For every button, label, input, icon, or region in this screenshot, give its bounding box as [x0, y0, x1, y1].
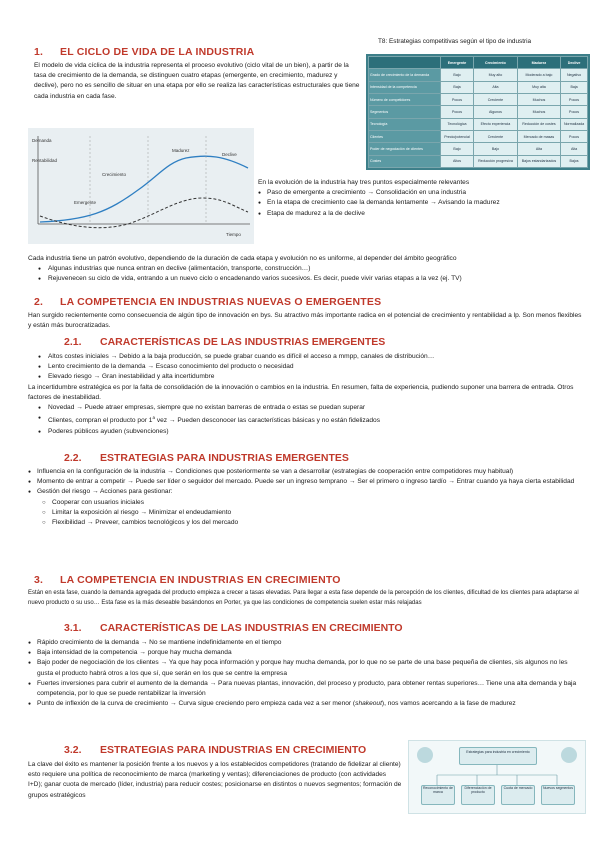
table-cell: Reducción de costes [517, 118, 560, 130]
table-cell: Intensidad de la competencia [369, 81, 441, 93]
s21-bullet-2: ● Lento crecimiento de la demanda → Escaso conocimiento del producto o necesidad [28, 362, 584, 372]
cycle-pattern [28, 254, 584, 285]
table-cell: Alta [474, 81, 518, 93]
section-3-1-heading: 3.1. CARACTERÍSTICAS DE LAS INDUSTRIAS EN CRECIMIENTO [64, 622, 403, 634]
table-caption: T8: Estrategias competitivas según el tipo de industria [378, 38, 532, 45]
table-row [369, 155, 588, 167]
table-cell: Efecto experiencia [474, 118, 518, 130]
table-cell: Muy alta [517, 81, 560, 93]
table-cell: Declive [561, 57, 588, 69]
strategy-table [366, 54, 590, 170]
table-cell [369, 57, 441, 69]
diagram-box-root: Estrategias para industria en crecimiento [459, 747, 537, 765]
table-row [369, 106, 588, 118]
table-row [369, 118, 588, 130]
evolution-bullet-1: ● Paso de emergente a crecimiento → Consolidación en una industria [258, 188, 583, 198]
demand-curve [40, 156, 248, 222]
cycle-bullet-2: ● Rejuvenecen su ciclo de vida, entrando a un nuevo ciclo o encadenando varios sucesivos. Es decir, puede vivir varias etapas a la vez (ej. TV) [28, 274, 584, 284]
section-1-heading: 1. EL CICLO DE VIDA DE LA INDUSTRIA [34, 46, 255, 58]
table-cell: Tecnología [369, 118, 441, 130]
table-cell: Reducción progresiva [474, 155, 518, 167]
table-cell: Creciente [474, 93, 518, 105]
section-3-2-paragraph: La clave del éxito es mantener la posición frente a los nuevos y a los establecidos competidores (tratando de fidelizar al cliente) esto requiere una política de reconocimiento de marca (marketing y ventas); diferenciaciones de producto (con actividades I+D); ganar cuota de mercado (líder, industria) para reducir costes; posicionarse en distintos o nuevos segmentos; formación de grupos estratégicos [28, 761, 402, 799]
diagram-right-icon [561, 747, 577, 763]
evolution-lead: En la evolución de la industria hay tres puntos especialmente relevantes [258, 179, 470, 186]
strategy-table-grid [368, 56, 588, 168]
cycle-text: Cada industria tiene un patrón evolutivo, dependiendo de la duración de cada etapa y evolución no es uniforme, al depender del ámbito geográfico [28, 255, 457, 262]
table-cell: Bajo [474, 143, 518, 155]
table-cell: Pocos [440, 106, 473, 118]
s21-bullet-5: ● Clientes, compran el producto por 1$^a$ vez → Pueden desconocer las características básicas y no están fidelizados [28, 413, 584, 426]
section-3-2-heading: 3.2. ESTRATEGIAS PARA INDUSTRIAS EN CRECIMIENTO [64, 744, 367, 756]
section-2-intro: Han surgido recientemente como consecuencia de algún tipo de innovación en bys. Su atractivo más importante radica en el potencial de crecimiento y rentabilidad a lp. Son menos flexibles y están más burocratizadas. [28, 312, 582, 330]
chart-label-time: Tiempo [226, 232, 241, 237]
table-cell: Pocos [440, 93, 473, 105]
chart-label-maturity: Madurez [172, 148, 190, 153]
s21-bullet-6: ● Poderes públicos ayuden (subvenciones) [28, 427, 584, 437]
table-cell: Costes [369, 155, 441, 167]
table-cell: Bajo [440, 69, 473, 81]
table-cell: Madurez [517, 57, 560, 69]
table-cell: Baja [440, 81, 473, 93]
chart-label-demand: Demanda [32, 138, 52, 143]
section-2-heading: 2. LA COMPETENCIA EN INDUSTRIAS NUEVAS O EMERGENTES [34, 296, 382, 308]
table-cell: Altos [440, 155, 473, 167]
table-row [369, 130, 588, 142]
table-cell: Bajos estandarizados [517, 155, 560, 167]
s21-bullet-3: ● Elevado riesgo → Gran inestabilidad y alta incertidumbre [28, 372, 584, 382]
chart-label-emergent: Emergente [74, 200, 97, 205]
chart-label-decline: Declive [222, 152, 237, 157]
table-cell: Bajos [561, 155, 588, 167]
table-cell: Tecnológica [440, 118, 473, 130]
table-cell: Muy alto [474, 69, 518, 81]
cycle-bullet-1: ● Algunas industrias que nunca entran en declive (alimentación, transporte, construcción…) [28, 264, 584, 274]
section-2-1-body [28, 352, 584, 437]
table-row [369, 69, 588, 81]
evolution-bullet-2: ● En la etapa de crecimiento cae la demanda lentamente → Avisando la madurez [258, 198, 583, 208]
s21-bullet-4: ● Novedad → Puede atraer empresas, siempre que no existan barreras de entrada o estas se puedan superar [28, 403, 584, 413]
s31-bullet-5: ● Punto de inflexión de la curva de crecimiento → Curva sigue creciendo pero empieza cada vez a ser menor (shakeout), nos vamos acercando a la fase de madurez [28, 699, 584, 709]
table-row [369, 93, 588, 105]
s22-bullet-1: ● Influencia en la configuración de la industria → Condiciones que posteriormente se van a desarrollar (estrategias de cooperación entre competidores muy habitual) [28, 467, 584, 477]
evolution-points [258, 178, 583, 219]
s21-paragraph: La incertidumbre estratégica es por la falta de consolidación de la innovación o cambios en la industria. En resumen, falta de experiencia, pudiendo suponer una barrera de entrada. Otros factores de inestabilidad. [28, 383, 574, 401]
table-row [369, 143, 588, 155]
table-cell: Clientes [369, 130, 441, 142]
table-cell: Pocos [561, 130, 588, 142]
s22-sub-2: ○ Limitar la exposición al riesgo → Minimizar el endeudamiento [28, 508, 584, 518]
table-cell: Alta [517, 143, 560, 155]
table-cell: Poder de negociación de clientes [369, 143, 441, 155]
table-cell: Pocos [561, 93, 588, 105]
life-cycle-chart [28, 128, 254, 244]
table-row [369, 81, 588, 93]
table-cell: Segmentos [369, 106, 441, 118]
table-cell: Muchos [517, 106, 560, 118]
table-cell: Moderado a bajo [517, 69, 560, 81]
s31-bullet-4: ● Fuertes inversiones para cubrir el aumento de la demanda → Para nuevas plantas, innovación, del proceso y producto, para obtener rentas superiores… Tiene una alta demanda y baja competencia, por lo que se puede rentabilizar la inversión [28, 679, 584, 699]
table-cell: Alta [561, 143, 588, 155]
section-3-1-body [28, 638, 584, 709]
table-header-row [369, 57, 588, 69]
evolution-bullet-3: ● Etapa de madurez a la de declive [258, 209, 583, 219]
table-cell: Pocos [561, 106, 588, 118]
section-1-intro: El modelo de vida cíclica de la industria representa el proceso evolutivo (ciclo vital de un bien), a partir de la tasa de crecimiento de la demanda, se distinguen cuatro etapas (emergente, en crecimiento, madurez y declive), pero no es sencillo de situar en una etapa por ello se realiza las características estructurales que tiene cada industria en cada fase. [34, 62, 360, 100]
diagram-left-icon [417, 747, 433, 763]
chart-label-profit: Rentabilidad [32, 158, 58, 163]
table-cell: Precio/potencial [440, 130, 473, 142]
table-cell: Mercado de masas [517, 130, 560, 142]
s31-bullet-2: ● Baja intensidad de la competencia → porque hay mucha demanda [28, 648, 584, 658]
table-cell: Bajo [440, 143, 473, 155]
diagram-box-differentiation: Diferenciación de producto [461, 785, 495, 805]
life-cycle-chart-svg [28, 128, 254, 244]
strategy-diagram [408, 740, 586, 814]
diagram-box-segments: Nuevos segmentos [541, 785, 575, 805]
section-2-2-body [28, 467, 584, 528]
diagram-box-share: Cuota de mercado [501, 785, 535, 805]
s22-sub-3: ○ Flexibilidad → Preveer, cambios tecnológicos y los del mercado [28, 518, 584, 528]
s31-bullet-3: ● Bajo poder de negociación de los clientes → Ya que hay poca información y porque hay mucha demanda, por lo que no se parte de una base pequeña de clientes, sis algunos no les gusta el producto habrá otros a los que sí, que serán en los que se centre la empresa [28, 658, 584, 678]
table-cell: Grado de crecimiento de la demanda [369, 69, 441, 81]
section-2-2-heading: 2.2. ESTRATEGIAS PARA INDUSTRIAS EMERGENTES [64, 452, 349, 464]
table-cell: Algunos [474, 106, 518, 118]
table-cell: Muchos [517, 93, 560, 105]
s22-bullet-2: ● Momento de entrar a competir → Puede ser líder o seguidor del mercado. Puede ser un ingreso temprano → Ser el primero o ingreso tardío → Entrar cuando ya haya cierta estabilidad [28, 477, 584, 487]
chart-label-growth: Crecimiento [102, 172, 127, 177]
table-cell: Baja [561, 81, 588, 93]
profit-curve [40, 198, 248, 228]
table-cell: Emergente [440, 57, 473, 69]
table-cell: Negativo [561, 69, 588, 81]
section-2-1-heading: 2.1. CARACTERÍSTICAS DE LAS INDUSTRIAS EMERGENTES [64, 336, 386, 348]
section-3-heading: 3. LA COMPETENCIA EN INDUSTRIAS EN CRECIMIENTO [34, 574, 341, 586]
s31-bullet-1: ● Rápido crecimiento de la demanda → No se mantiene indefinidamente en el tiempo [28, 638, 584, 648]
table-cell: Crecimiento [474, 57, 518, 69]
diagram-box-brand: Reconocimiento de marca [421, 785, 455, 805]
table-cell: Normalizada [561, 118, 588, 130]
s22-bullet-3: ● Gestión del riesgo → Acciones para gestionar: [28, 487, 584, 497]
table-cell: Creciente [474, 130, 518, 142]
table-cell: Número de competidores [369, 93, 441, 105]
s21-bullet-1: ● Altos costes iniciales → Debido a la baja producción, se puede grabar cuando es difícil el acceso a mmpp, canales de distribución… [28, 352, 584, 362]
section-3-intro: Están en esta fase, cuando la demanda agregada del producto empieza a crecer a tasas elevadas. Para llegar a esta fase depende de la percepción de los clientes, dificultad de los clientes para adaptarse al nuevo producto o su uso… Esta fase es la más deseable basándonos en Porter, ya que las condiciones de competencia suelen estar más relajadas [28, 590, 579, 606]
s22-sub-1: ○ Cooperar con usuarios iniciales [28, 498, 584, 508]
